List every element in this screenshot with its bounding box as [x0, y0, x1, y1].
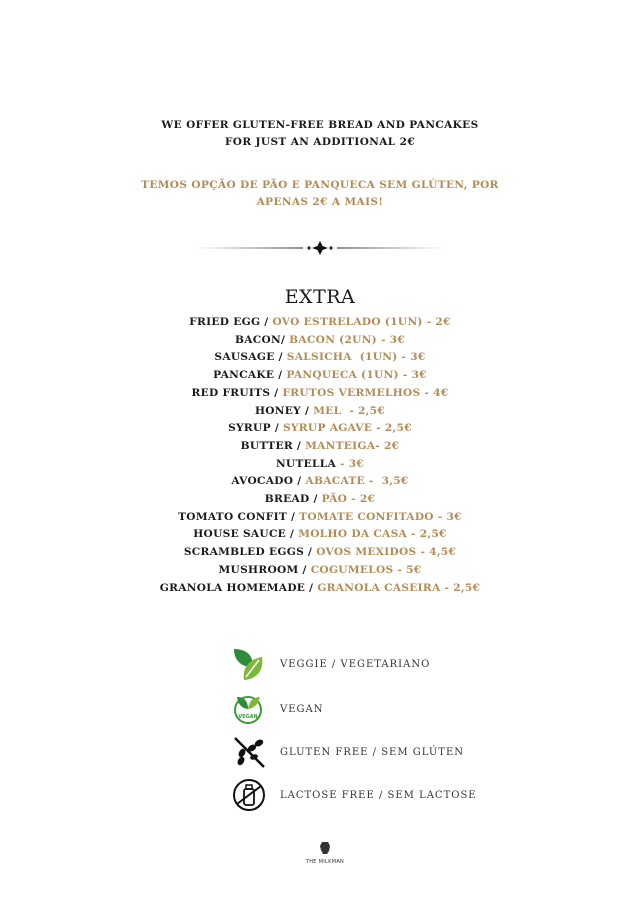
item-name-pt-price: FRUTOS VERMELHOS - 4€	[282, 386, 449, 399]
item-name-pt-price: - 3€	[340, 457, 365, 470]
logo-text: THE MILKMAN	[305, 859, 345, 865]
item-name-en: BUTTER /	[240, 439, 306, 452]
milkman-logo-icon	[318, 841, 332, 855]
item-name-en: AVOCADO /	[231, 475, 306, 488]
extra-item	[0, 438, 640, 456]
lactose-free-bottle-icon	[232, 778, 266, 812]
extra-item	[0, 420, 640, 438]
extra-item	[0, 332, 640, 350]
extra-item	[0, 562, 640, 580]
item-name-pt-price: MEL - 2,5€	[313, 404, 386, 417]
legend-label: LACTOSE FREE / SEM LACTOSE	[280, 789, 477, 801]
item-name-en: FRIED EGG /	[189, 316, 273, 328]
item-name-en: TOMATO CONFIT /	[178, 510, 300, 523]
legend-gluten-free	[232, 735, 464, 769]
veggie-leaf-icon	[232, 647, 266, 681]
gluten-free-wheat-icon	[232, 735, 266, 769]
vegan-badge-icon	[232, 692, 266, 726]
extra-item	[0, 314, 640, 332]
item-name-pt-price: MOLHO DA CASA - 2,5€	[298, 528, 447, 541]
extra-item	[0, 509, 640, 527]
item-name-en: SCRAMBLED EGGS /	[183, 546, 317, 559]
extra-item	[0, 473, 640, 491]
item-name-en: MUSHROOM /	[218, 563, 311, 576]
notice-line: TEMOS OPÇÃO DE PÃO E PANQUECA SEM GLÚTEN, POR	[141, 179, 499, 191]
item-name-en: NUTELLA	[275, 457, 341, 470]
extra-item	[0, 349, 640, 367]
section-title: EXTRA	[284, 286, 356, 308]
svg-text:VEGAN: VEGAN	[238, 714, 258, 720]
item-name-en: RED FRUITS /	[191, 386, 283, 399]
extra-item	[0, 456, 640, 474]
extra-item	[0, 580, 640, 598]
item-name-pt-price: OVOS MEXIDOS - 4,5€	[316, 546, 457, 559]
item-name-pt-price: TOMATE CONFITADO - 3€	[299, 510, 462, 523]
item-name-en: BACON/	[234, 333, 290, 346]
gluten-free-notice-pt	[0, 177, 640, 211]
extra-item	[0, 385, 640, 403]
item-name-en: HOUSE SAUCE /	[193, 528, 299, 541]
item-name-pt-price: SYRUP AGAVE - 2,5€	[282, 422, 412, 435]
legend-veggie	[232, 647, 431, 681]
extra-item	[0, 544, 640, 562]
extras-list	[0, 314, 640, 597]
item-name-pt-price: GRANOLA CASEIRA - 2,5€	[317, 581, 481, 594]
extra-item	[0, 367, 640, 385]
item-name-pt-price: ABACATE - 3,5€	[305, 475, 409, 488]
legend-lactose-free	[232, 778, 477, 812]
ornament-divider	[195, 240, 445, 256]
item-name-pt-price: COGUMELOS - 5€	[310, 563, 422, 576]
item-name-en: BREAD /	[264, 493, 322, 506]
item-name-en: SYRUP /	[228, 422, 283, 435]
item-name-pt-price: PANQUECA (1UN) - 3€	[286, 369, 427, 382]
item-name-pt-price: OVO ESTRELADO (1UN) - 2€	[272, 316, 451, 328]
notice-line: FOR JUST AN ADDITIONAL 2€	[224, 136, 416, 148]
legend-vegan	[232, 692, 324, 726]
item-name-en: PANCAKE /	[213, 369, 287, 382]
item-name-pt-price: SALSICHA (1UN) - 3€	[286, 351, 426, 364]
item-name-en: SAUSAGE /	[214, 351, 287, 364]
the-milkman-logo	[300, 840, 350, 865]
notice-line: APENAS 2€ A MAIS!	[256, 196, 384, 208]
item-name-pt-price: BACON (2UN) - 3€	[289, 333, 406, 346]
extra-item	[0, 526, 640, 544]
notice-line: WE OFFER GLUTEN-FREE BREAD AND PANCAKES	[161, 119, 479, 131]
item-name-en: GRANOLA HOMEMADE /	[159, 581, 318, 594]
gluten-free-notice-en	[0, 117, 640, 151]
item-name-pt-price: MANTEIGA- 2€	[305, 439, 400, 452]
item-name-en: HONEY /	[254, 404, 314, 417]
legend-label: GLUTEN FREE / SEM GLÚTEN	[280, 746, 464, 758]
legend-label: VEGGIE / VEGETARIANO	[280, 658, 431, 670]
extra-item	[0, 491, 640, 509]
item-name-pt-price: PÃO - 2€	[321, 493, 376, 506]
legend-label: VEGAN	[280, 703, 324, 715]
extra-item	[0, 403, 640, 421]
